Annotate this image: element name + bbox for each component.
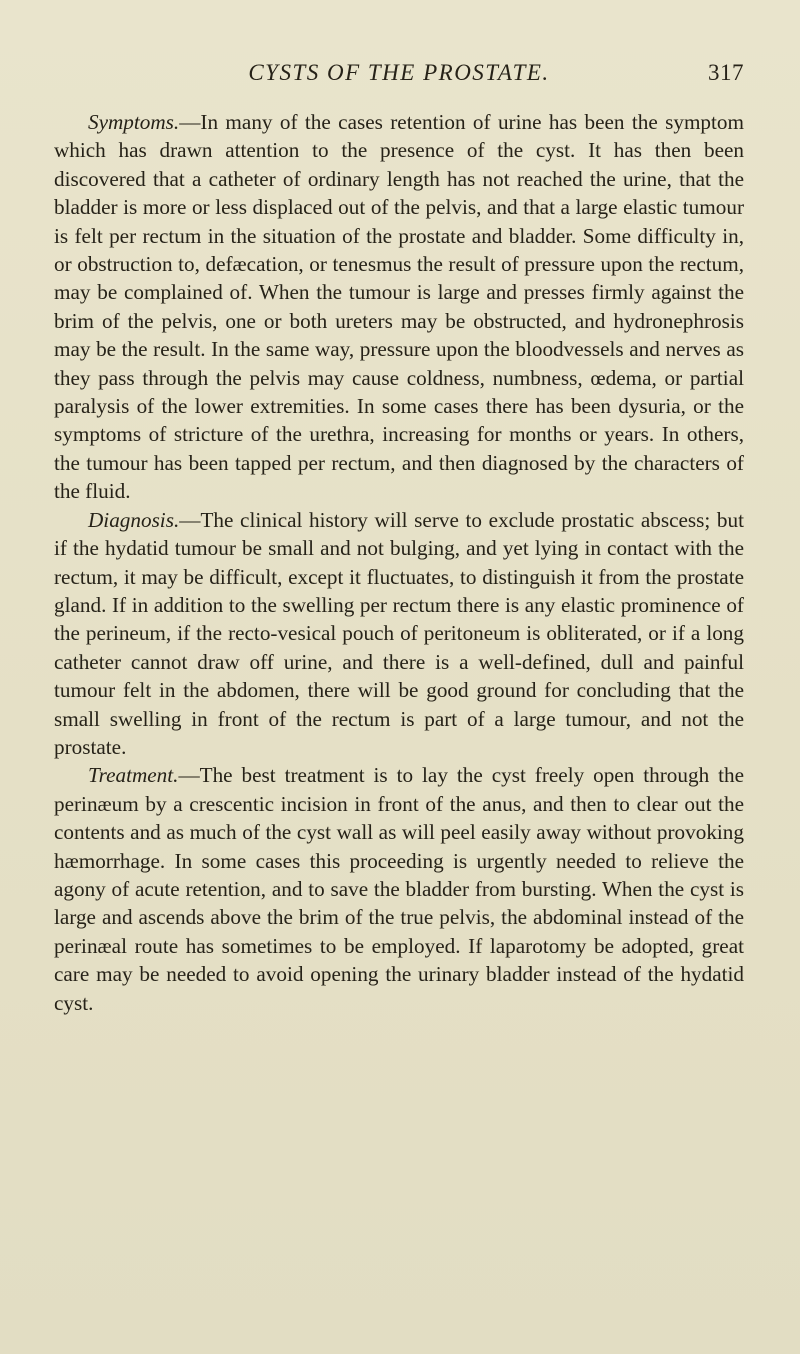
paragraph-treatment [54,761,744,1017]
section-label-symptoms: Symptoms. [88,110,180,134]
running-header [54,60,744,108]
section-label-diagnosis: Diagnosis. [88,507,180,532]
paragraph-text: —The best treatment is to lay the cyst freely open through the perinæum by a crescentic incision in front of the anus, and then to clear out the contents and as much of the cyst wall as will peel easily away without provoking hæmorrhage. In some cases this proceeding is urgently needed to relieve the agony of acute retention, and to save the bladder from bursting. When the cyst is large and ascends above the brim of the true pelvis, the abdominal instead of the perinæal route has sometimes to be employed. If laparotomy be adopted, great care may be needed to avoid opening the urinary bladder instead of the hydatid cyst. [54,763,744,1015]
running-title: CYSTS OF THE PROSTATE. [248,60,550,85]
paragraph-text: —In many of the cases retention of urine has been the symptom which has drawn attention to the presence of the cyst. It has then been discovered that a catheter of ordinary length has not reached the urine, that the bladder is more or less displaced out of the pelvis, and that a large elastic tumour is felt per rectum in the situation of the prostate and bladder. Some difficulty in, or obstruction to, defæcation, or tenesmus the result of pressure upon the rectum, may be complained of. When the tumour is large and presses firmly against the brim of the pelvis, one or both ureters may be obstructed, and hydronephrosis may be the result. In the same way, pressure upon the bloodvessels and nerves as they pass through the pelvis may cause coldness, numbness, œdema, or partial paralysis of the lower extremities. In some cases there has been dysuria, or the symptoms of stricture of the urethra, increasing for months or years. In others, the tumour has been tapped per rectum, and then diagnosed by the characters of the fluid. [54,110,744,504]
paragraph-symptoms [54,108,744,506]
page-number: 317 [708,60,744,85]
section-label-treatment: Treatment. [88,763,179,788]
paragraph-text: —The clinical history will serve to exclude prostatic abscess; but if the hydatid tumour be small and not bulging, and yet lying in contact with the rectum, it may be difficult, except it fluctuates, to distinguish it from the prostate gland. If in addition to the swelling per rectum there is any elastic prominence of the perineum, if the recto-vesical pouch of peritoneum is obliterated, or if a long catheter cannot draw off urine, and there is a well-defined, dull and painful tumour felt in the abdomen, there will be good ground for concluding that the small swelling in front of the rectum is part of a large tumour, and not the prostate. [54,507,744,759]
paragraph-diagnosis [54,506,744,762]
